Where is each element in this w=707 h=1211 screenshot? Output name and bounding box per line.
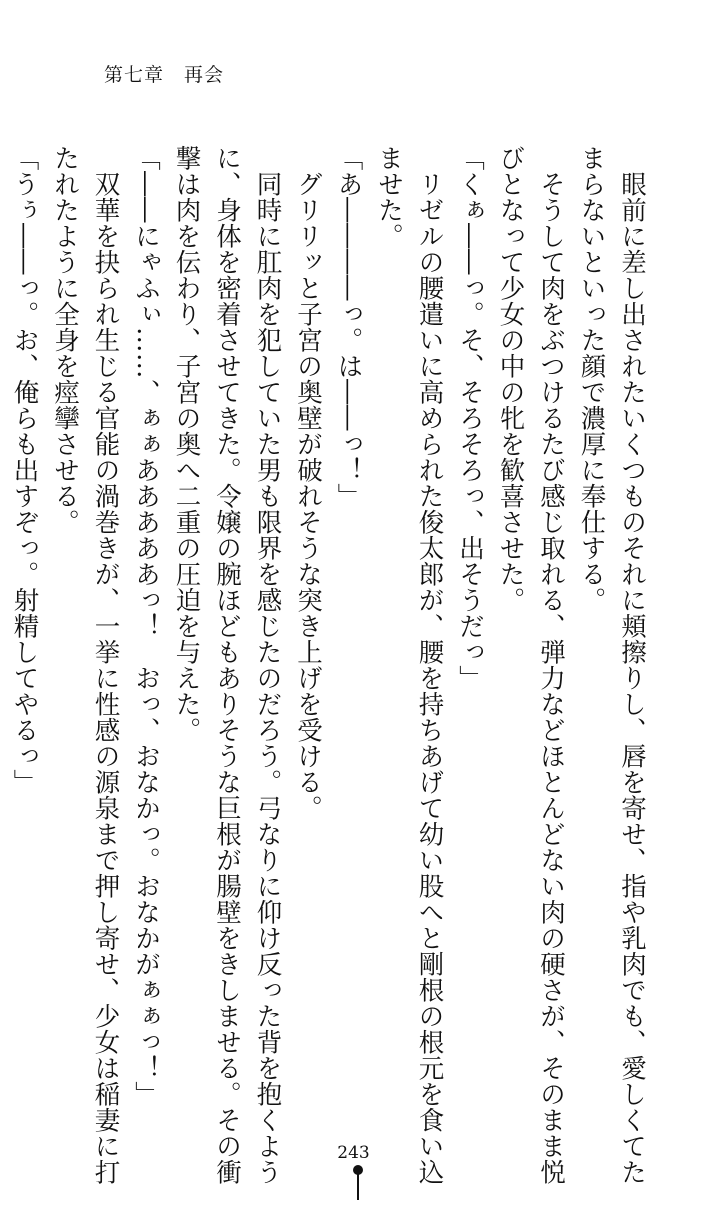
text-line: に、身体を密着させてきた。令嬢の腕ほどもありそうな巨根が腸壁をきしませる。その衝 xyxy=(212,145,242,1185)
text-line: そうして肉をぶつけるたび感じ取れる、弾力などほとんどない肉の硬さが、そのまま悦 xyxy=(536,145,566,1185)
text-line: 「あ――――っ。は――っ！」 xyxy=(333,145,364,509)
page-number: 243 xyxy=(337,1143,370,1163)
text-line: グリリッと子宮の奥壁が破れそうな突き上げを受ける。 xyxy=(293,145,323,821)
page-thread-ornament xyxy=(353,1165,363,1200)
running-head-chapter-title: 第七章 再会 xyxy=(104,64,225,86)
thread-line xyxy=(357,1170,359,1200)
text-line: リゼルの腰遣いに高められた俊太郎が、腰を持ちあげて幼い股へと剛根の根元を食い込 xyxy=(414,145,445,1185)
text-line: 「くぁ――っ。そ、そろそろっ、出そうだっ」 xyxy=(455,145,485,691)
text-line: 双華を抉られ生じる官能の渦巻きが、一挙に性感の源泉まで押し寄せ、少女は稲妻に打 xyxy=(90,145,121,1185)
text-line: 眼前に差し出されたいくつものそれに頬擦りし、唇を寄せ、指や乳肉でも、愛しくてた xyxy=(617,145,647,1185)
text-line: たれたように全身を痙攣させる。 xyxy=(50,145,80,535)
text-line: 「うぅ――っ。お、俺らも出すぞっ。射精してやるっ」 xyxy=(9,145,40,795)
text-line: まらないといった顔で濃厚に奉仕する。 xyxy=(576,145,607,613)
text-line xyxy=(0,145,4,1005)
text-line: びとなって少女の中の牝を歓喜させた。 xyxy=(495,145,526,613)
text-line: 同時に肛肉を犯していた男も限界を感じたのだろう。弓なりに仰け反った背を抱くよう xyxy=(252,145,283,1185)
text-line: ませた。 xyxy=(374,145,404,249)
text-line: 「――にゃふぃ……、ぁぁあああああっ！ おっ、おなかっ。おなかがぁぁっ！」 xyxy=(131,145,161,1107)
text-line: 撃は肉を伝わり、子宮の奥へ二重の圧迫を与えた。 xyxy=(171,145,202,743)
